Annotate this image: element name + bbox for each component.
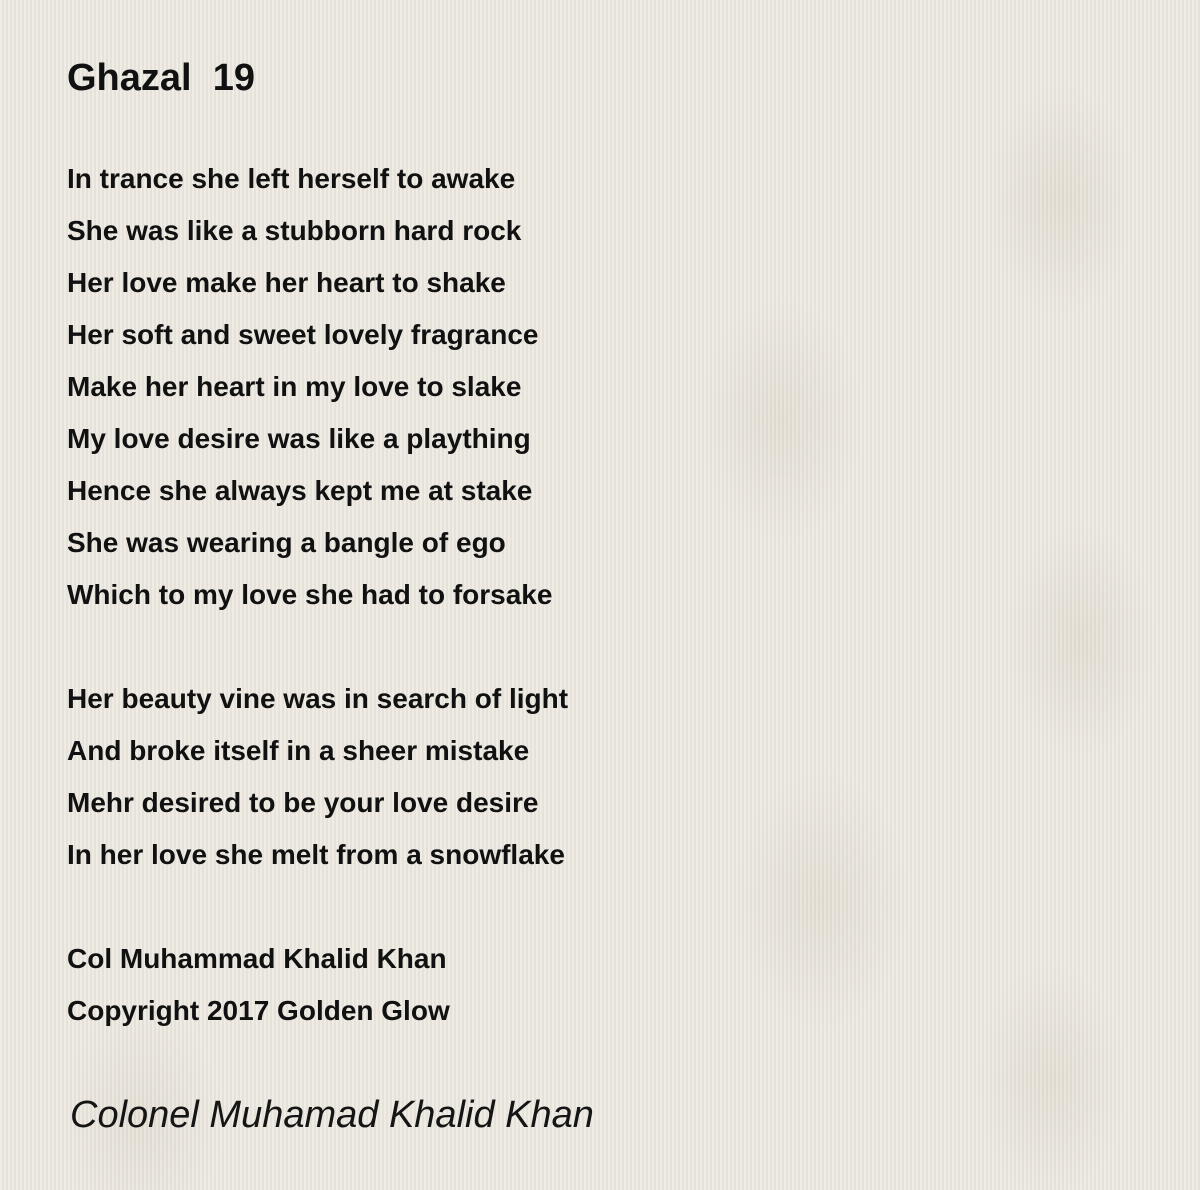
copyright-line: Copyright 2017 Golden Glow: [67, 995, 450, 1026]
poet-signature: Colonel Muhamad Khalid Khan: [70, 1094, 594, 1136]
poem-line: Her beauty vine was in search of light: [67, 683, 569, 714]
stanza-2: [67, 673, 867, 881]
poem-line: And broke itself in a sheer mistake: [67, 735, 530, 766]
poem-line: Hence she always kept me at stake: [67, 475, 533, 506]
poem-body: [67, 153, 867, 1089]
poem-line: She was like a stubborn hard rock: [67, 215, 522, 246]
poem-line: Which to my love she had to forsake: [67, 579, 553, 610]
author-credit: [67, 933, 867, 1037]
poem-title: Ghazal 19: [67, 57, 255, 99]
poem-line: My love desire was like a plaything: [67, 423, 531, 454]
stanza-1: [67, 153, 867, 621]
poem-line: Make her heart in my love to slake: [67, 371, 522, 402]
author-name: Col Muhammad Khalid Khan: [67, 943, 447, 974]
poem-line: In her love she melt from a snowflake: [67, 839, 565, 870]
poem-line: Mehr desired to be your love desire: [67, 787, 539, 818]
poem-line: Her soft and sweet lovely fragrance: [67, 319, 539, 350]
poem-line: Her love make her heart to shake: [67, 267, 506, 298]
poem-line: She was wearing a bangle of ego: [67, 527, 506, 558]
poem-line: In trance she left herself to awake: [67, 163, 516, 194]
